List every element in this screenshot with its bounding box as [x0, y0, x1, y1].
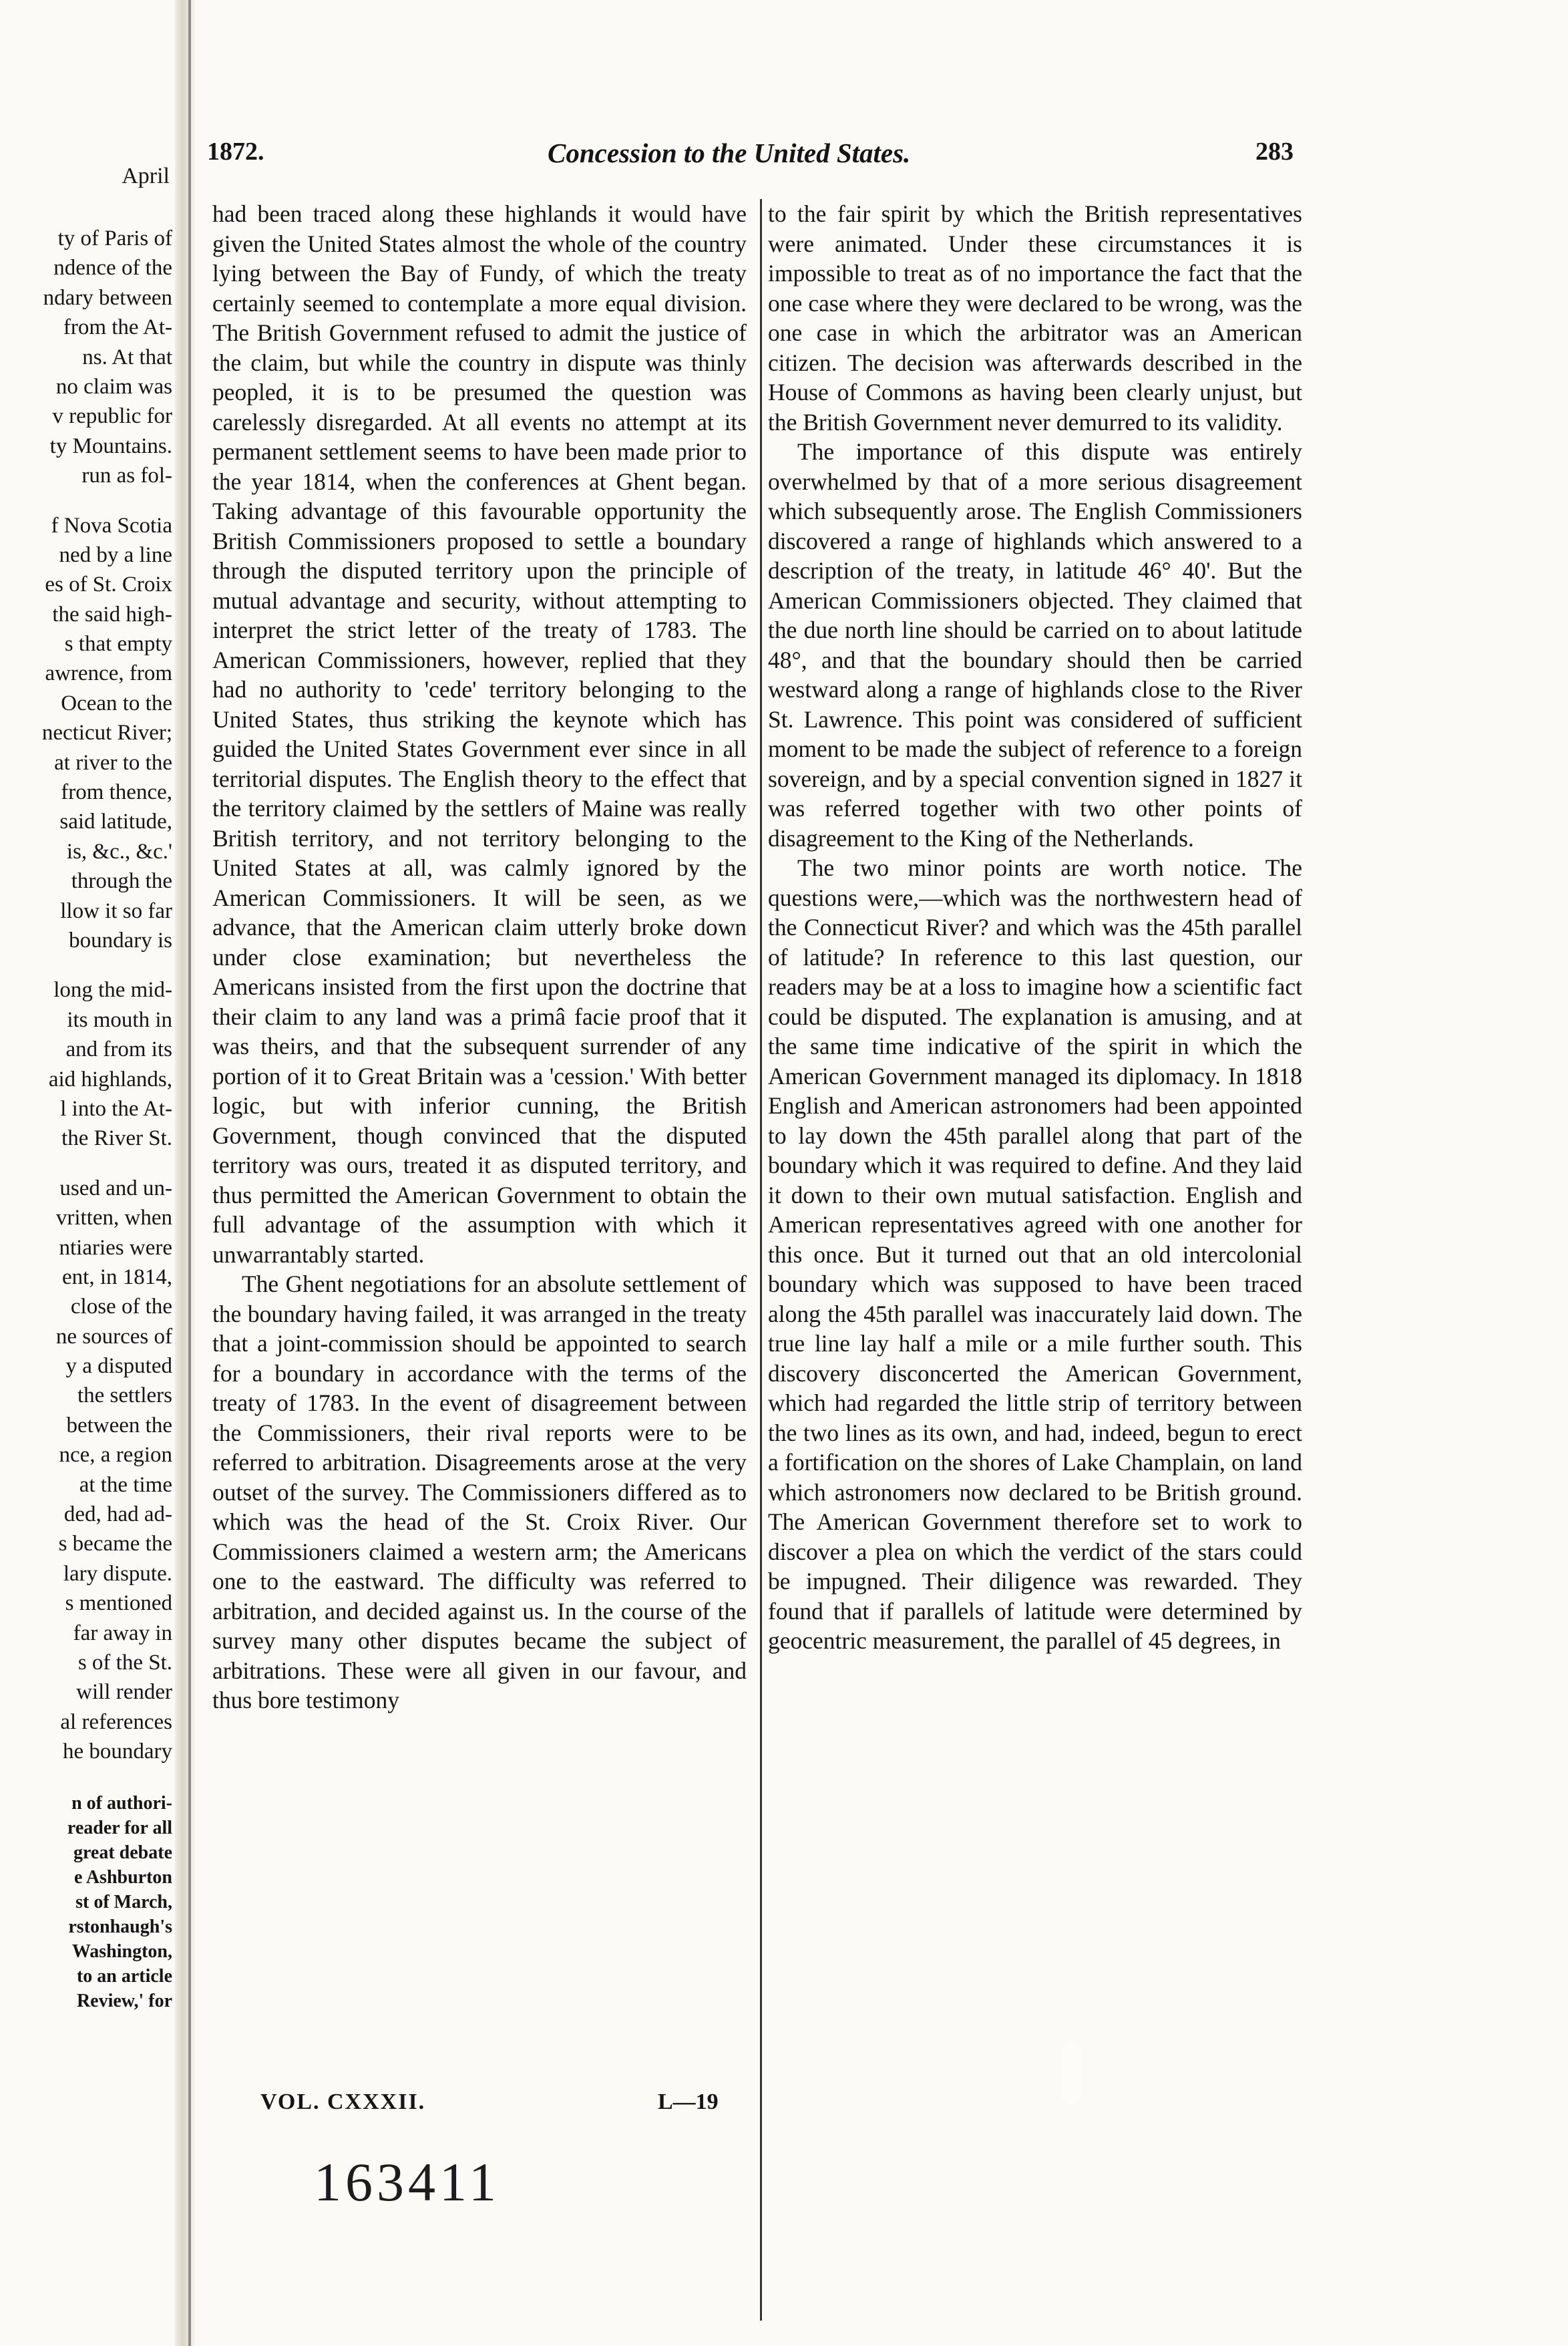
paragraph: The Ghent negotiations for an absolute settlement of the boundary having failed, it was arranged in the treaty that a joint-commission should be appointed to search for a boundary in accordance with the terms of the treaty of 1783. In the event of disagreement between the Commissioners, their rival reports were to be referred to arbitration. Disagreements arose at the very outset of the survey. The Commissioners differed as to which was the head of the St. Croix River. Our Commissioners claimed a western arm; the Americans one to the eastward. The difficulty was referred to arbitration, and decided against us. In the course of the survey many other disputes became the subject of arbitrations. These were all given in our favour, and thus bore testimony — [212, 1271, 747, 1713]
gathering-signature: L—19 — [658, 2089, 719, 2114]
facing-page-note-line: st of March, — [75, 1891, 172, 1912]
facing-page-line: through the — [71, 869, 172, 894]
facing-page-note-line: great debate — [73, 1842, 172, 1863]
facing-page-gap — [0, 491, 172, 511]
facing-page-line: no claim was — [55, 374, 172, 399]
facing-page-running-head: April — [122, 164, 170, 188]
facing-page-line: s mentioned — [65, 1591, 172, 1616]
page-number: 283 — [1255, 138, 1294, 166]
volume-signature: VOL. CXXXII. — [260, 2089, 426, 2114]
facing-page-line: far away in — [73, 1621, 172, 1645]
facing-page-note-line: Review,' for — [76, 1990, 172, 2011]
gutter-fold-line — [188, 0, 191, 2346]
facing-page-line: ns. At that — [82, 345, 172, 369]
facing-page-note-line: rstonhaugh's — [68, 1916, 172, 1937]
facing-page-line: y a disputed — [65, 1354, 172, 1379]
paragraph: The two minor points are worth notice. The questions were,—which was the northwestern head of the Connecticut River? and which was the 45th parallel of latitude? In reference to this last question, our readers may be at a loss to imagine how a scientific fact could be disputed. The explanation is amusing, and at the same time indicative of the spirit in which the American Government managed its diplomacy. In 1818 English and American astronomers had been appointed to lay down the 45th parallel along that part of the boundary which it was required to define. And they laid it down to their own mutual satisfaction. English and American representatives agreed with one another for this once. But it turned out that an old intercolonial boundary which was supposed to have been traced along the 45th parallel was inaccurately laid down. The true line lay half a mile or a mile further south. This discovery disconcerted the American Government, which had regarded the little strip of territory between the two lines as its own, and had, indeed, begun to erect a fortification on the shores of Lake Champlain, on land which astronomers now declared to be British ground. The American Government therefore set to work to discover a plea on which the verdict of the stars could be impugned. Their diligence was rewarded. They found that if parallels of latitude were determined by geocentric measurement, the parallel of 45 degrees, in — [768, 854, 1302, 1654]
column-divider — [760, 199, 762, 2321]
facing-page-line: aid highlands, — [48, 1067, 172, 1092]
facing-page-line: s became the — [58, 1532, 172, 1556]
facing-page-line: ent, in 1814, — [62, 1265, 172, 1289]
facing-page-line: the said high- — [52, 602, 172, 627]
facing-page-line: the River St. — [61, 1126, 172, 1151]
facing-page-line: lary dispute. — [63, 1561, 172, 1586]
facing-page-line: from thence, — [61, 780, 172, 805]
library-stamp-number: 163411 — [314, 2152, 500, 2212]
paper-blemish — [1062, 2041, 1081, 2104]
facing-page-line: ty of Paris of — [57, 226, 172, 250]
facing-page-note-line: n of authori- — [71, 1792, 172, 1814]
running-head-year: 1872. — [207, 138, 264, 166]
facing-page-line: ntiaries were — [59, 1235, 172, 1260]
facing-page-line: Ocean to the — [61, 691, 172, 715]
facing-page-line: ndence of the — [53, 256, 172, 281]
facing-page-line: and from its — [65, 1037, 172, 1062]
facing-page-note-line: to an article — [76, 1965, 172, 1987]
paragraph: to the fair spirit by which the British representatives were animated. Under these circumstances it is impossible to treat as of no importance the fact that the one case where they were declared to be wrong, was the one case in which the arbitrator was an American citizen. The decision was afterwards described in the House of Commons as having been clearly unjust, but the British Government never demurred to its validity. — [768, 200, 1302, 436]
facing-page-line: will render — [76, 1680, 172, 1705]
facing-page-gap — [0, 1767, 172, 1791]
facing-page-gap — [0, 1154, 172, 1174]
facing-page-line: its mouth in — [67, 1007, 172, 1032]
facing-page-line: s of the St. — [77, 1650, 172, 1675]
facing-page-line: llow it so far — [60, 898, 172, 923]
facing-page-line: awrence, from — [45, 661, 172, 686]
facing-page-line: necticut River; — [41, 721, 172, 745]
facing-page-line: at river to the — [54, 750, 172, 775]
facing-page-line: run as fol- — [81, 464, 172, 488]
text-column-right — [768, 199, 1302, 1656]
facing-page-line: ty Mountains. — [49, 434, 172, 458]
facing-page-line: is, &c., &c.' — [66, 839, 172, 864]
facing-page-line: ndary between — [43, 285, 172, 310]
facing-page-line: ned by a line — [59, 542, 172, 567]
facing-page-line: long the mid- — [53, 978, 172, 1003]
facing-page-line: at the time — [79, 1472, 172, 1497]
facing-page-line: ded, had ad- — [63, 1502, 172, 1527]
facing-page-line: from the At- — [63, 315, 172, 340]
facing-page-line: l into the At- — [60, 1096, 172, 1121]
facing-page-line: es of St. Croix — [45, 572, 172, 597]
facing-page-note-line: e Ashburton — [73, 1866, 172, 1888]
paragraph: The importance of this dispute was entirely overwhelmed by that of a more serious disagreement which subsequently arose. The English Commissioners discovered a range of highlands which answered to a description of the treaty, in latitude 46° 40'. But the American Commissioners objected. They claimed that the due north line should be carried on to about latitude 48°, and that the boundary should then be carried westward along a range of highlands close to the River St. Lawrence. This point was considered of sufficient moment to be made the subject of reference to a foreign sovereign, and by a special convention signed in 1827 it was referred together with two other points of disagreement to the King of the Netherlands. — [768, 438, 1302, 852]
facing-page-line: close of the — [70, 1295, 172, 1319]
facing-page-line: used and un- — [59, 1176, 172, 1200]
facing-page-line: s that empty — [64, 632, 172, 657]
facing-page-line: al references — [60, 1709, 172, 1734]
facing-page-line: ne sources of — [55, 1324, 172, 1349]
paragraph: had been traced along these highlands it would have given the United States almost the whole of the country lying between the Bay of Fundy, of which the treaty certainly seemed to contemplate a more equal division. The British Government refused to admit the justice of the claim, but while the country in dispute was thinly peopled, it is to be presumed the question was carelessly disregarded. At all events no attempt at its permanent settlement seems to have been made prior to the year 1814, when the conferences at Ghent began. Taking advantage of this favourable opportunity the British Commissioners proposed to settle a boundary through the disputed territory upon the principle of mutual advantage and security, without attempting to interpret the strict letter of the treaty of 1783. The American Commissioners, however, replied that they had no authority to 'cede' territory belonging to the United States, thus striking the keynote which has guided the United States Government ever since in all territorial disputes. The English theory to the effect that the territory claimed by the settlers of Maine was really British territory, and not territory belonging to the United States at all, was calmly ignored by the American Commissioners. It will be seen, as we advance, that the American claim utterly broke down under close examination; but nevertheless the Americans insisted from the first upon the doctrine that their claim to any land was a primâ facie proof that it was theirs, and that the subsequent surrender of any portion of it to Great Britain was a 'cession.' With better logic, but with inferior cunning, the British Government, though convinced that the disputed territory was ours, treated it as disputed territory, and thus permitted the American Government to obtain the full advantage of the assumption with which it unwarrantably started. — [212, 200, 747, 1268]
facing-page-line: nce, a region — [59, 1443, 172, 1468]
facing-page-line: said latitude, — [59, 810, 172, 834]
facing-page-gap — [0, 955, 172, 975]
facing-page-line: the settlers — [77, 1383, 172, 1408]
text-column-left — [212, 199, 747, 1715]
running-head-title: Concession to the United States. — [548, 138, 911, 168]
facing-page-line: f Nova Scotia — [51, 513, 172, 538]
book-gutter — [175, 0, 195, 2346]
facing-page-note-line: Washington, — [71, 1941, 172, 1962]
facing-page-line: he boundary — [62, 1739, 172, 1764]
facing-page-line: v republic for — [52, 404, 172, 429]
facing-page-line: vritten, when — [55, 1206, 172, 1230]
facing-page-note-line: reader for all — [67, 1817, 172, 1838]
facing-page-line: between the — [66, 1413, 172, 1438]
facing-page-fragment — [0, 224, 172, 2013]
facing-page-line: boundary is — [69, 928, 172, 953]
